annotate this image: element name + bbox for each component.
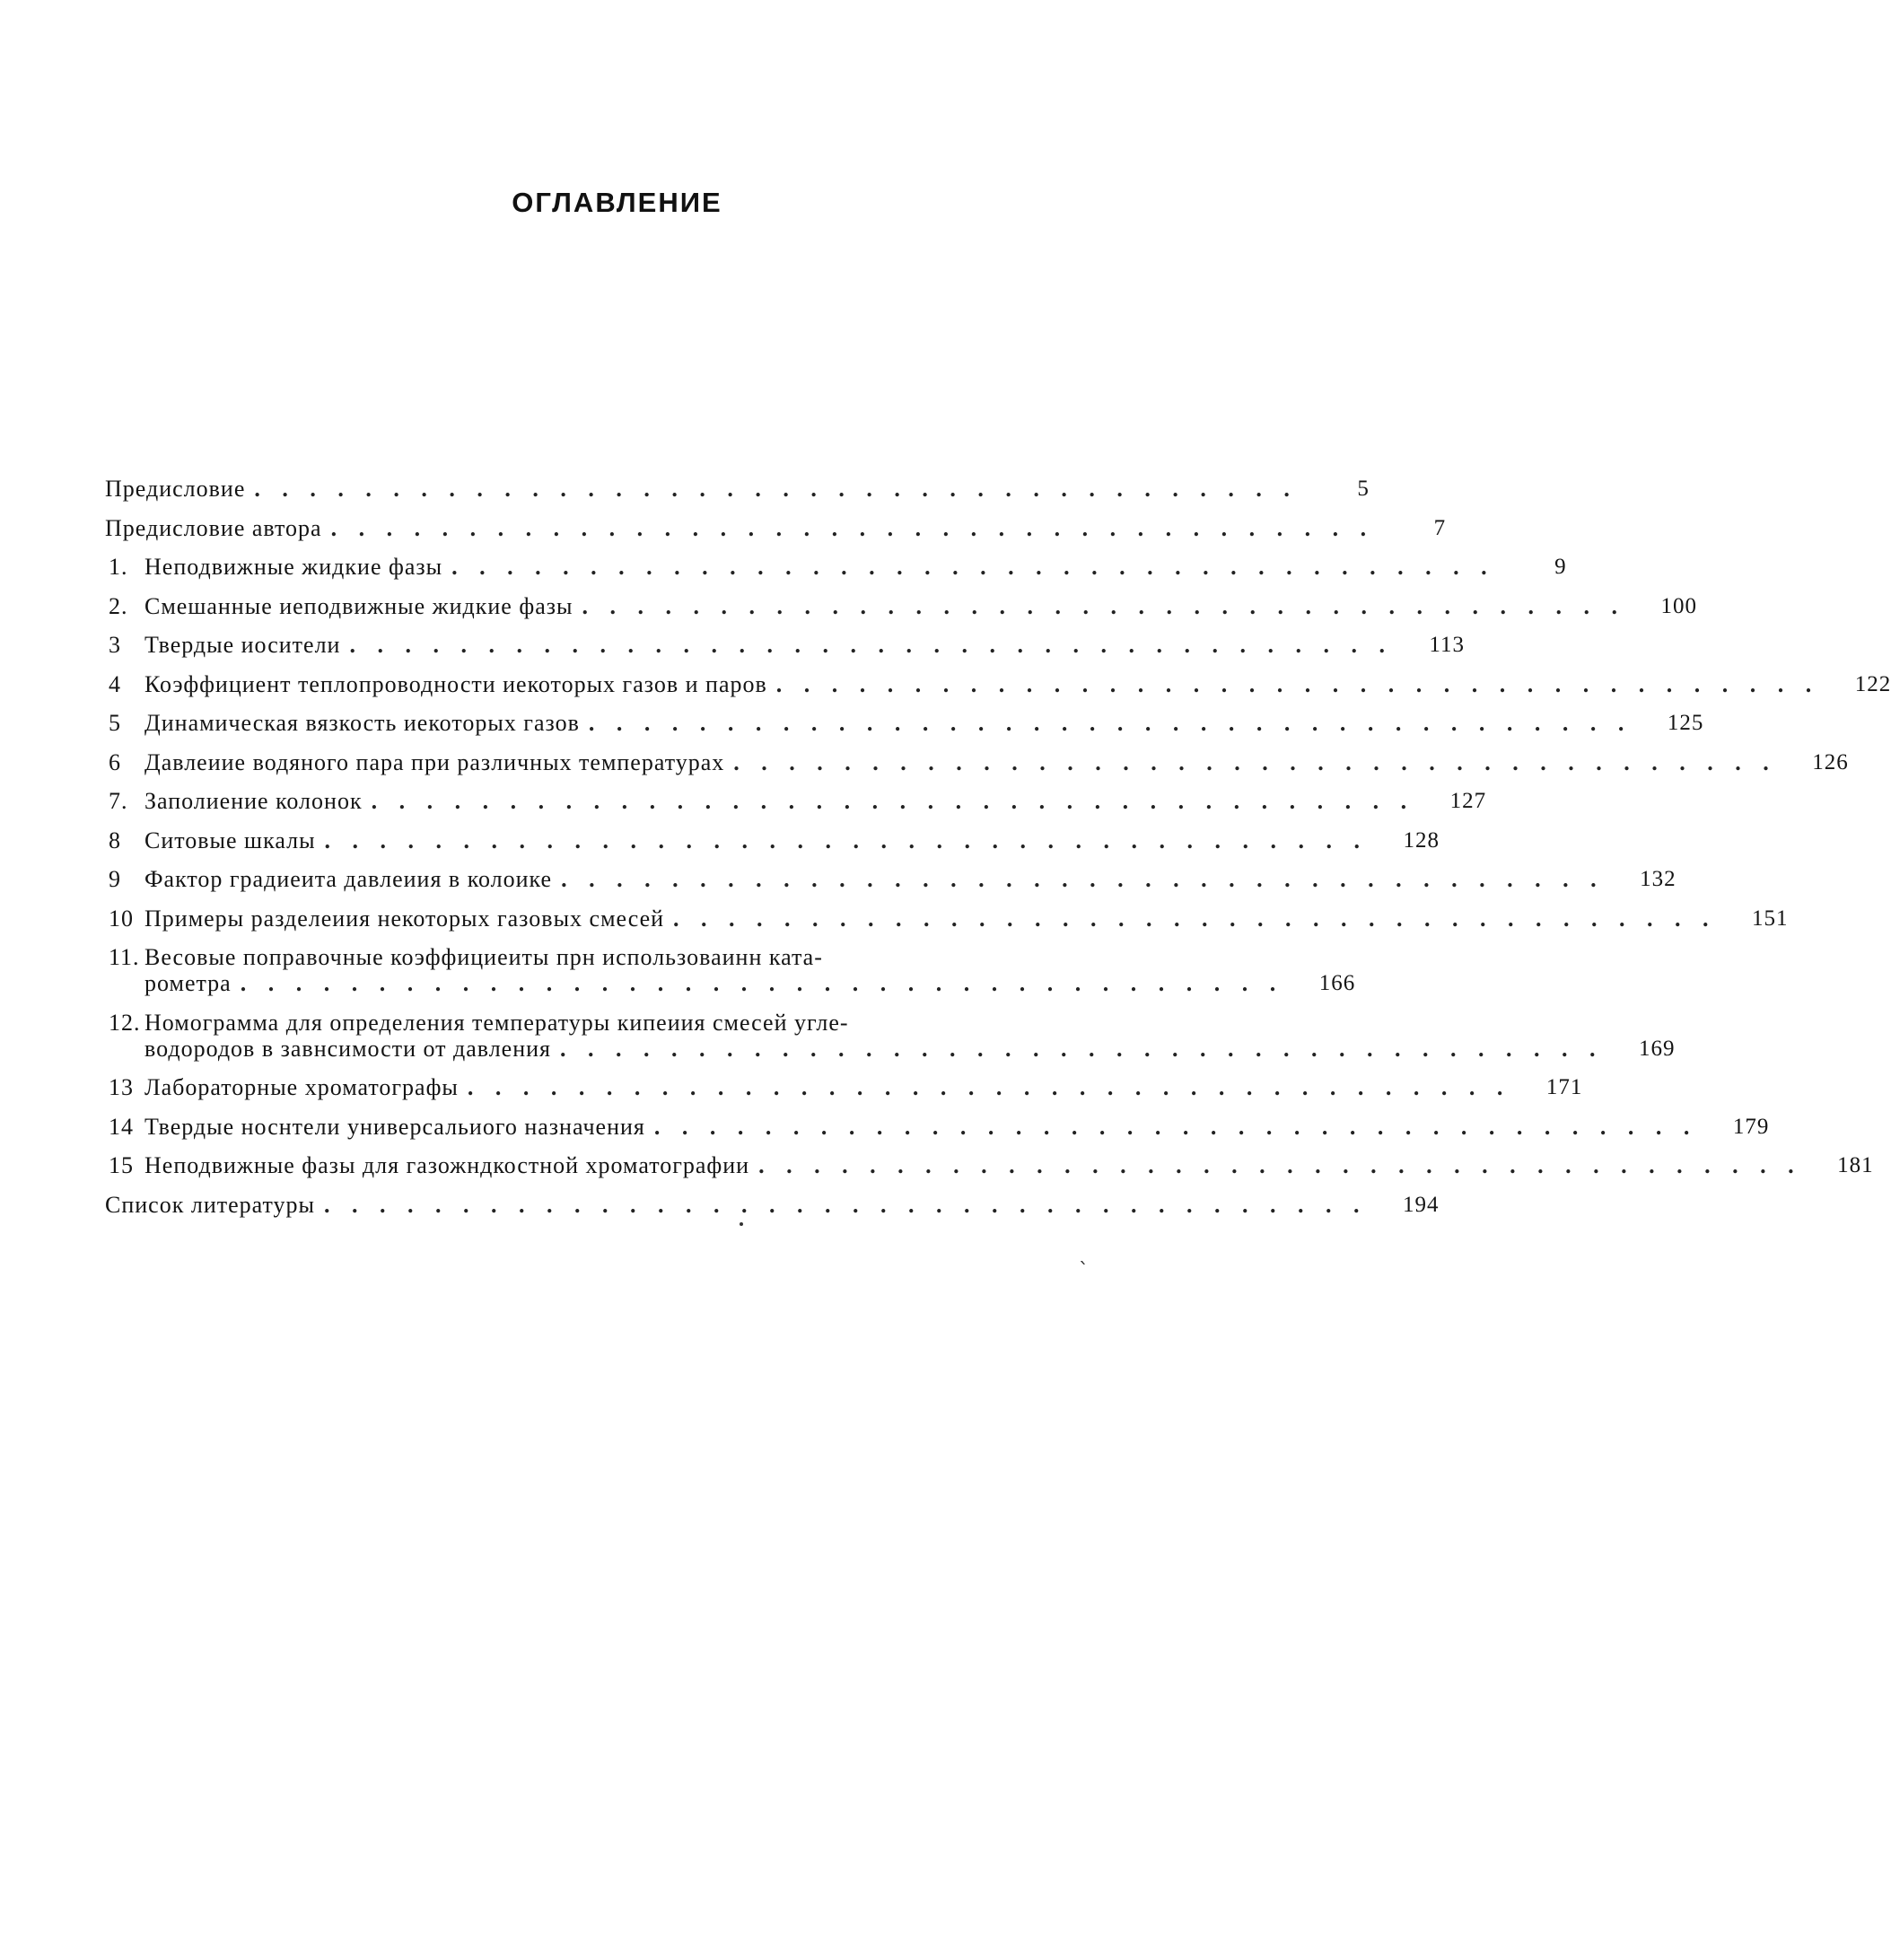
toc-entry-number: 7. bbox=[109, 788, 128, 814]
toc-entry-preface[interactable] bbox=[105, 476, 1370, 503]
toc-entry-label: Фактор градиеита давлеиия в колоике bbox=[144, 866, 553, 892]
toc-entry-page: 125 bbox=[1667, 711, 1704, 735]
toc-entry-label: Ситовые шкалы bbox=[144, 827, 316, 853]
toc-entry-5[interactable] bbox=[105, 710, 1704, 737]
toc-entry-page: 151 bbox=[1752, 906, 1789, 931]
toc-entry-page: 169 bbox=[1639, 1036, 1676, 1061]
toc-entry-label: Смешанные иеподвижные жидкие фазы bbox=[144, 592, 573, 619]
toc-entry-number: 5 bbox=[109, 710, 121, 736]
toc-entry-page: 127 bbox=[1449, 789, 1487, 813]
toc-entry-label: Список литературы bbox=[105, 1191, 315, 1218]
toc-entry-page: 122 bbox=[1854, 671, 1891, 696]
toc-entry-number: 9 bbox=[109, 866, 121, 892]
dot-leader: . . . . . . . . . . . . . . . . . . . . . . . . . . . . . . . . . . . . . . bbox=[330, 514, 1375, 541]
toc-entry-page: 171 bbox=[1545, 1075, 1583, 1099]
toc-entry-label-line2: рометра bbox=[144, 970, 232, 996]
toc-entry-1[interactable] bbox=[105, 554, 1567, 581]
toc-entry-bibliography[interactable] bbox=[105, 1191, 1440, 1219]
toc-entry-page: 113 bbox=[1429, 633, 1465, 657]
dot-leader: . . . . . . . . . . . . . . . . . . . . . . . . . . . . . . . . . . . . . . bbox=[371, 788, 1415, 814]
dot-leader: . . . . . . . . . . . . . . . . . . . . . . . . . . . . . . . . . . . . . . bbox=[240, 970, 1284, 996]
toc-entry-number: 13 bbox=[109, 1074, 134, 1100]
toc-entry-page: 166 bbox=[1318, 971, 1356, 995]
dot-leader: . . . . . . . . . . . . . . . . . . . . . . . . . . . . . . . . . . . . . . bbox=[560, 1035, 1604, 1062]
toc-entry-page: 9 bbox=[1554, 555, 1567, 579]
toc-entry-label-line1: Номограмма для определения температуры кипеиия смесей угле- bbox=[144, 1009, 849, 1036]
dot-leader: . . . . . . . . . . . . . . . . . . . . . . . . . . . . . . . . . . . . . . bbox=[451, 554, 1495, 580]
toc-entry-number: 12. bbox=[109, 1009, 141, 1036]
toc-entry-9[interactable] bbox=[105, 866, 1677, 893]
toc-entry-15[interactable] bbox=[105, 1152, 1874, 1179]
dot-leader: . . . . . . . . . . . . . . . . . . . . . . . . . . . . . . . . . . . . . . bbox=[467, 1074, 1511, 1100]
toc-entry-label: Коэффициент теплопроводности иекоторых газов и паров bbox=[144, 670, 767, 697]
toc-entry-number: 8 bbox=[109, 827, 121, 853]
toc-entry-number: 3 bbox=[109, 632, 121, 658]
page-title: ОГЛАВЛЕНИЕ bbox=[512, 187, 722, 218]
toc-entry-page: 128 bbox=[1403, 827, 1440, 853]
toc-entry-label: Давлеиие водяного пара при различных температурах bbox=[144, 748, 725, 775]
dot-leader: . . . . . . . . . . . . . . . . . . . . . . . . . . . . . . . . . . . . . . bbox=[758, 1152, 1802, 1178]
dot-leader: . . . . . . . . . . . . . . . . . . . . . . . . . . . . . . . . . . . . . . bbox=[324, 827, 1369, 853]
dot-leader: . . . . . . . . . . . . . . . . . . . . . . . . . . . . . . . . . . . . . . bbox=[733, 748, 1777, 775]
toc-entry-8[interactable] bbox=[105, 827, 1440, 854]
toc-entry-label: Динамическая вязкость иекоторых газов bbox=[144, 710, 580, 736]
toc-entry-label: Твердые носнтели универсальиого назначения bbox=[144, 1113, 645, 1140]
toc-entry-10[interactable] bbox=[105, 905, 1789, 932]
dot-leader: . . . . . . . . . . . . . . . . . . . . . . . . . . . . . . . . . . . . . . bbox=[561, 866, 1605, 892]
toc-entry-number: 11. bbox=[109, 944, 140, 970]
toc-entry-number: 15 bbox=[109, 1152, 134, 1178]
dot-leader: . . . . . . . . . . . . . . . . . . . . . . . . . . . . . . . . . . . . . . bbox=[324, 1191, 1368, 1218]
toc-entry-page: 5 bbox=[1357, 477, 1370, 501]
toc-entry-page: 179 bbox=[1732, 1114, 1770, 1139]
dot-leader: . . . . . . . . . . . . . . . . . . . . . . . . . . . . . . . . . . . . . . bbox=[254, 476, 1298, 502]
toc-entry-page: 126 bbox=[1812, 749, 1849, 774]
toc-entry-label: Лабораторные хроматографы bbox=[144, 1074, 459, 1100]
toc-entry-author-preface[interactable] bbox=[105, 514, 1447, 542]
toc-entry-12[interactable] bbox=[105, 1009, 1676, 1063]
dot-leader: . . . . . . . . . . . . . . . . . . . . . . . . . . . . . . . . . . . . . . bbox=[349, 632, 1393, 658]
dot-leader: . . . . . . . . . . . . . . . . . . . . . . . . . . . . . . . . . . . . . . bbox=[775, 670, 1820, 697]
toc-entry-label-line2: водородов в завнсимости от давления bbox=[144, 1035, 552, 1062]
toc-entry-page: 181 bbox=[1837, 1153, 1874, 1177]
toc-entry-page: 7 bbox=[1433, 515, 1447, 540]
toc-entry-number: 14 bbox=[109, 1113, 134, 1140]
dot-leader: . . . . . . . . . . . . . . . . . . . . . . . . . . . . . . . . . . . . . . bbox=[582, 592, 1625, 619]
toc-entry-number: 4 bbox=[109, 670, 121, 697]
toc-entry-number: 2. bbox=[109, 592, 128, 619]
toc-entry-3[interactable] bbox=[105, 632, 1465, 659]
dot-leader: . . . . . . . . . . . . . . . . . . . . . . . . . . . . . . . . . . . . . . bbox=[588, 710, 1633, 736]
toc-entry-page: 100 bbox=[1660, 593, 1697, 618]
toc-entry-label: Предисловие bbox=[105, 476, 246, 502]
toc-entry-number: 6 bbox=[109, 748, 121, 775]
toc-entry-label: Неподвижные фазы для газожндкостной хроматографии bbox=[144, 1152, 750, 1178]
toc-entry-number: 1. bbox=[109, 554, 128, 580]
toc-entry-label: Примеры разделеиия некоторых газовых смесей bbox=[144, 905, 665, 932]
dot-leader: . . . . . . . . . . . . . . . . . . . . . . . . . . . . . . . . . . . . . . bbox=[653, 1113, 1698, 1140]
toc-entry-label: Неподвижные жидкие фазы bbox=[144, 554, 443, 580]
toc-entry-label-line1: Весовые поправочные коэффициеиты прн использоваинн ката- bbox=[144, 944, 823, 970]
toc-entry-11[interactable] bbox=[105, 944, 1356, 997]
toc-entry-label: Твердые иосители bbox=[144, 632, 341, 658]
print-speck bbox=[740, 1222, 743, 1226]
toc-entry-page: 194 bbox=[1403, 1192, 1440, 1217]
print-mark: ` bbox=[1079, 1260, 1089, 1282]
toc-entry-7[interactable] bbox=[105, 788, 1487, 815]
toc-entry-4[interactable] bbox=[105, 670, 1891, 698]
toc-entry-6[interactable] bbox=[105, 748, 1849, 776]
toc-entry-13[interactable] bbox=[105, 1074, 1583, 1101]
toc-entry-2[interactable] bbox=[105, 592, 1697, 620]
toc-entry-number: 10 bbox=[109, 905, 134, 932]
toc-entry-14[interactable] bbox=[105, 1113, 1770, 1141]
dot-leader: . . . . . . . . . . . . . . . . . . . . . . . . . . . . . . . . . . . . . . bbox=[673, 905, 1717, 932]
table-of-contents bbox=[105, 476, 1891, 1230]
toc-entry-page: 132 bbox=[1640, 867, 1677, 891]
toc-entry-label: Предисловие автора bbox=[105, 514, 322, 541]
toc-entry-label: Заполиение колонок bbox=[144, 788, 363, 814]
